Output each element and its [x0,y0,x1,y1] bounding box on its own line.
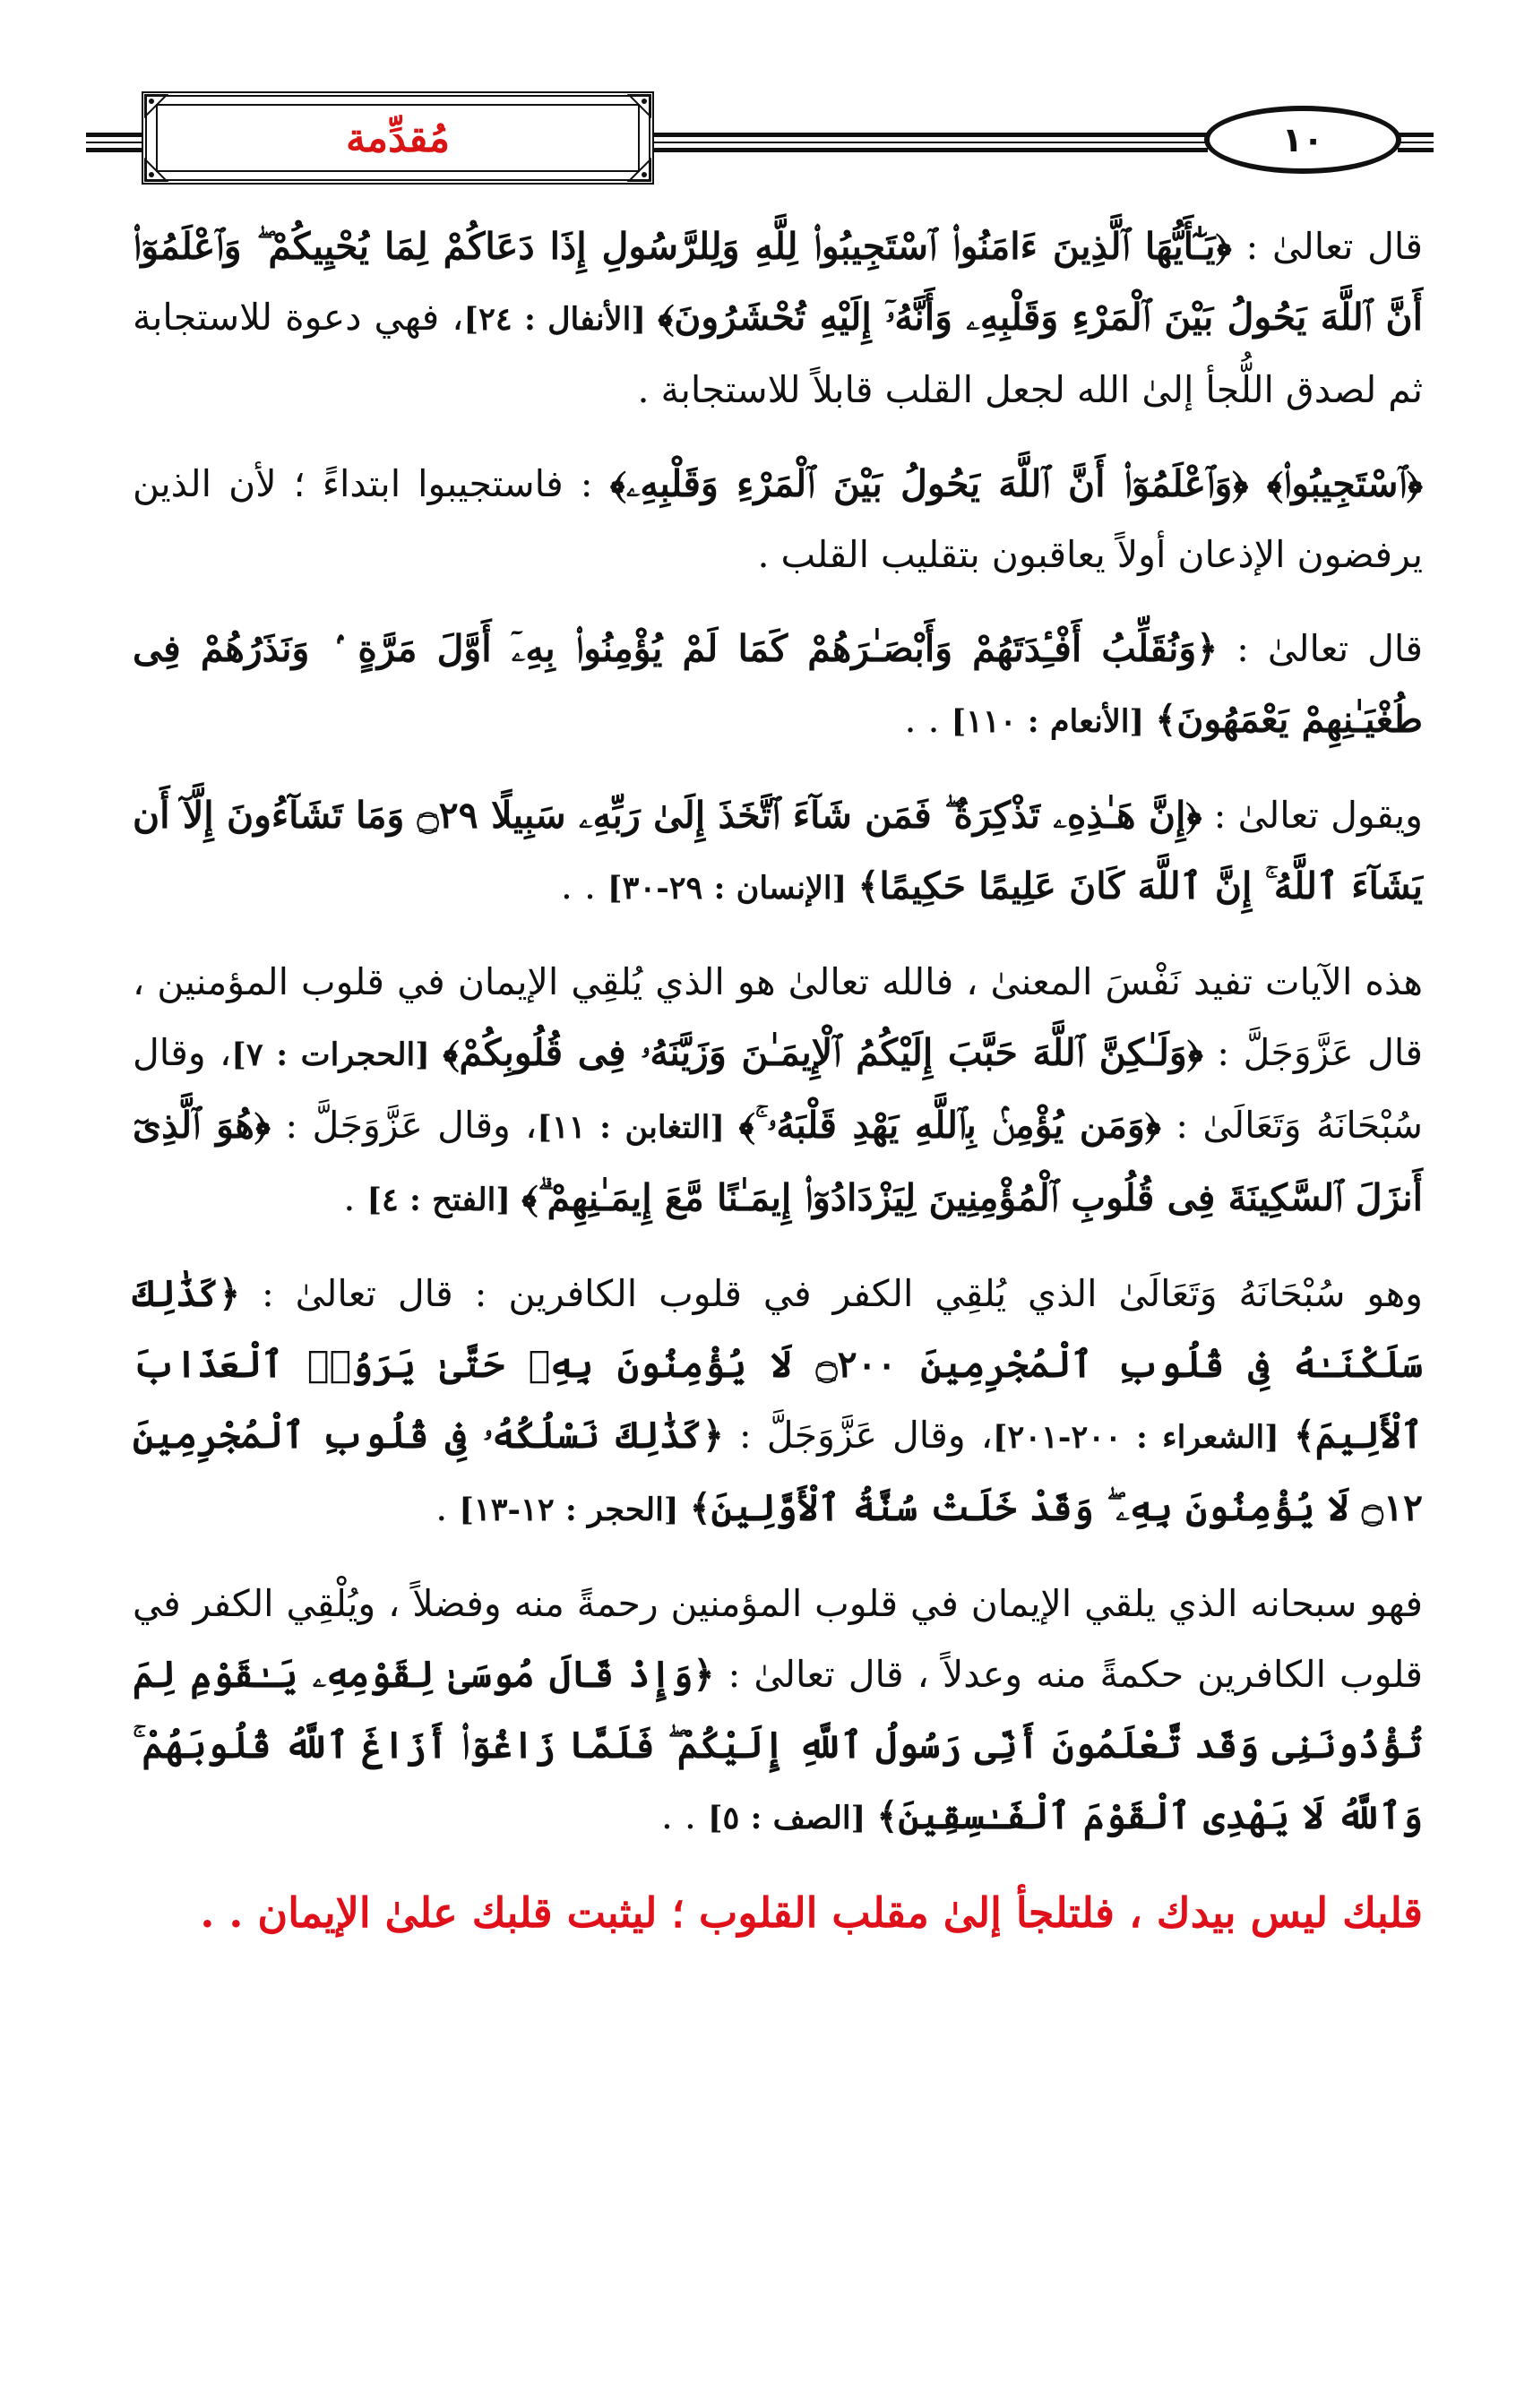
header-rule-right-bottom [1398,148,1434,152]
text-run: . [343,1176,367,1219]
text-run: هذه الآيات تفيد نَفْسَ المعنىٰ ، فالله تعالىٰ هو الذي يُلقِي الإيمان في قلوب المؤمنين ، قال عَزَّوَجَلَّ : [133,960,1423,1074]
text-run: ، فهي دعوة للاستجابة ثم لصدق اللُّجأ إلىٰ الله لجعل القلب قابلاً للاستجابة . [133,296,1423,411]
text-run: ، وقال عَزَّوَجَلَّ : [723,1414,993,1457]
verse-reference: [الأنفال : ٢٤] [463,301,659,338]
paragraph-6 [133,1259,1423,1545]
text-run: . . [660,1794,708,1837]
verse-reference: [الشعراء : ٢٠٠-٢٠١] [992,1419,1294,1456]
chapter-title: مُقدِّمة [345,115,451,161]
header-rule-left-mid [86,142,143,143]
text-run: ، وقال عَزَّوَجَلَّ : [271,1104,538,1147]
closing-statement: قلبك ليس بيدك ، فلتلجأ إلىٰ مقلب القلوب ؛ ليثبت قلبك علىٰ الإيمان . . [200,1888,1423,1937]
page-body [133,211,1423,1990]
verse-reference: [الحجرات : ٧] [231,1036,444,1073]
verse-reference: [الإنسان : ٢٩-٣٠] [607,870,858,907]
text-run: . . [904,698,952,741]
paragraph-7 [133,1569,1423,1853]
page-header [0,0,1516,206]
verse-reference: [التغابن : ١١] [537,1109,739,1146]
quran-verse: ﴿وَإِذْ قَالَ مُوسَىٰ لِقَوْمِهِۦ يَـٰقَوْمِ لِمَ تُؤْذُونَنِى وَقَد تَّعْلَمُونَ أَنِّى رَسُولُ ٱللَّهِ إِلَيْكُمْ ۖ فَلَمَّا زَاغُوٓا۟ أَزَاغَ ٱللَّهُ قُلُوبَهُمْ ۚ وَٱللَّهُ لَا يَهْدِى ٱلْقَوْمَ ٱلْفَـٰسِقِينَ﴾ [133,1653,1423,1837]
text-run: قال تعالىٰ : [1231,225,1423,268]
quran-verse: ﴿كَذَٰلِكَ نَسْلُكُهُۥ فِى قُلُوبِ ٱلْمُجْرِمِينَ ۝١٢ لَا يُؤْمِنُونَ بِهِۦ ۖ وَقَدْ خَلَتْ سُنَّةُ ٱلْأَوَّلِينَ﴾ [133,1414,1423,1529]
text-run: ويقول تعالىٰ : [1202,794,1423,837]
chapter-title-frame [156,104,640,172]
paragraph-3 [133,614,1423,757]
chapter-title-box [142,91,654,185]
quran-verse: ﴿ٱسْتَجِيبُوا۟﴾ ﴿وَٱعْلَمُوٓا۟ أَنَّ ٱللَّهَ يَحُولُ بَيْنَ ٱلْمَرْءِ وَقَلْبِهِۦ﴾ [609,462,1423,505]
header-rule-right-top [1398,133,1434,137]
text-run: . [435,1486,460,1529]
verse-reference: [الفتح : ٤] [366,1182,522,1218]
quran-verse: ﴿كَذَٰلِكَ سَلَكْنَـٰهُ فِى قُلُوبِ ٱلْمُجْرِمِينَ ۝٢٠٠ لَا يُؤْمِنُونَ بِهِۦ حَتَّىٰ يَرَوُا۟ ٱلْعَذَابَ ٱلْأَلِيمَ﴾ [133,1272,1423,1457]
verse-reference: [الحجر : ١٢-١٣] [459,1492,690,1528]
paragraph-1 [133,211,1423,426]
page-number-oval [1204,106,1401,174]
quran-verse: ﴿إِنَّ هَـٰذِهِۦ تَذْكِرَةٌ ۖ فَمَن شَآءَ ٱتَّخَذَ إِلَىٰ رَبِّهِۦ سَبِيلًا ۝٢٩ وَمَا تَشَآءُونَ إِلَّآ أَن يَشَآءَ ٱللَّهُ ۚ إِنَّ ٱللَّهَ كَانَ عَلِيمًا حَكِيمًا﴾ [133,794,1423,907]
quran-verse: ﴿وَمَن يُؤْمِنۢ بِٱللَّهِ يَهْدِ قَلْبَهُۥ ۚ﴾ [738,1104,1161,1147]
text-run: . . [560,864,608,907]
verse-reference: [الصف : ٥] [707,1800,877,1836]
header-rule-right-mid [1398,142,1434,143]
text-run: وهو سُبْحَانَهُ وَتَعَالَىٰ الذي يُلقِي الكفر في قلوب الكافرين : قال تعالىٰ : [240,1272,1423,1315]
header-rule-left-top [86,133,143,137]
paragraph-4 [133,780,1423,924]
text-run: قال تعالىٰ : [1218,627,1423,670]
header-rule-mid-mid [652,142,1208,143]
paragraph-5 [133,947,1423,1235]
text-run: فهو سبحانه الذي يلقي الإيمان في قلوب المؤمنين رحمةً منه وفضلاً ، ويُلْقِي الكفر في قلوب الكافرين حكمةً منه وعدلاً ، قال تعالىٰ : [133,1582,1423,1696]
header-rule-left-bottom [86,148,143,152]
paragraph-2 [133,449,1423,590]
verse-reference: [الأنعام : ١١٠] [951,703,1156,740]
header-rule-mid-top [652,133,1208,137]
text-run: : فاستجيبوا ابتداءً ؛ لأن الذين يرفضون الإذعان أولاً يعاقبون بتقليب القلب . [133,462,1423,576]
quran-verse: ﴿وَلَـٰكِنَّ ٱللَّهَ حَبَّبَ إِلَيْكُمُ ٱلْإِيمَـٰنَ وَزَيَّنَهُۥ فِى قُلُوبِكُمْ﴾ [443,1031,1203,1074]
page-number: ١٠ [1281,120,1324,159]
header-rule-mid-bottom [652,148,1208,152]
quran-verse: ﴿هُوَ ٱلَّذِىٓ أَنزَلَ ٱلسَّكِينَةَ فِى قُلُوبِ ٱلْمُؤْمِنِينَ لِيَزْدَادُوٓا۟ إِيمَـٰنًا مَّعَ إِيمَـٰنِهِمْ ۗ﴾ [133,1104,1423,1219]
quran-verse: ﴿وَنُقَلِّبُ أَفْـِٔدَتَهُمْ وَأَبْصَـٰرَهُمْ كَمَا لَمْ يُؤْمِنُوا۟ بِهِۦٓ أَوَّلَ مَرَّةٍ ۢ وَنَذَرُهُمْ فِى طُغْيَـٰنِهِمْ يَعْمَهُونَ﴾ [133,627,1423,741]
quran-verse: ﴿يَـٰٓأَيُّهَا ٱلَّذِينَ ءَامَنُوا۟ ٱسْتَجِيبُوا۟ لِلَّهِ وَلِلرَّسُولِ إِذَا دَعَاكُمْ لِمَا يُحْيِيكُمْ ۖ وَٱعْلَمُوٓا۟ أَنَّ ٱللَّهَ يَحُولُ بَيْنَ ٱلْمَرْءِ وَقَلْبِهِۦ وَأَنَّهُۥٓ إِلَيْهِ تُحْشَرُونَ﴾ [133,225,1424,339]
text-run: ، وقال سُبْحَانَهُ وَتَعَالَىٰ : [133,1031,1423,1147]
